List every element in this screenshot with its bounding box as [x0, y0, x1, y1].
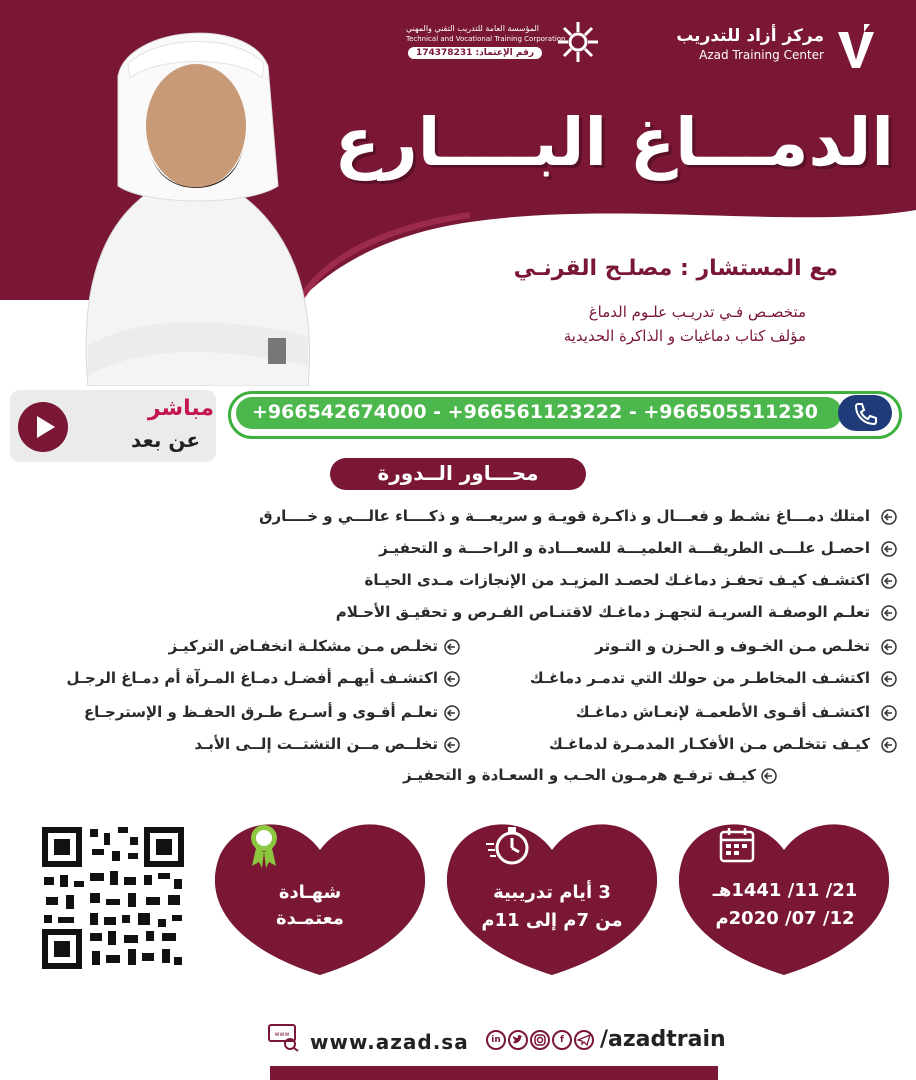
certificate-line-1: شهـادة — [278, 882, 342, 903]
brand-name-ar: مركز أزاد للتدريب — [676, 26, 824, 46]
instagram-icon[interactable] — [530, 1030, 550, 1050]
phone-icon[interactable] — [838, 395, 892, 431]
list-item: تعلـم الوصفـة السريـة لتجهـز دماغـك لاقتنـاص الفـرص و تحقيـق الأحـلام — [335, 603, 870, 621]
consultant-name: مع المستشار : مصلـح القرنـي — [513, 256, 838, 281]
tvtc-name-ar: المؤسسة العامة للتدريب التقني والمهني — [406, 24, 540, 33]
certificate-line-2: معتمـدة — [276, 908, 344, 929]
list-item: كيـف تتخلـص مـن الأفكـار المدمـرة لدماغـك — [548, 735, 870, 753]
tvtc-name-en: Technical and Vocational Training Corporation — [406, 35, 566, 43]
list-item: تخلـص مـن الخـوف و الحـزن و التـوتر — [595, 637, 870, 655]
duration-line-2: من 7م إلى 11م — [481, 910, 623, 931]
list-item: اكتشـف أيهـم أفضـل دمـاغ المـرآة أم دمـاغ الرجـل — [66, 669, 438, 687]
social-handle[interactable]: /azadtrain — [600, 1027, 726, 1052]
arrow-bullet-icon — [880, 638, 898, 656]
telegram-icon[interactable] — [574, 1030, 594, 1050]
qr-code[interactable] — [38, 823, 188, 973]
play-icon[interactable] — [18, 402, 68, 452]
web-icon — [268, 1024, 300, 1052]
brand-name-en: Azad Training Center — [699, 48, 824, 62]
arrow-bullet-icon — [443, 638, 461, 656]
arrow-bullet-icon — [880, 508, 898, 526]
date-hijri: 21/ 11/ 1441هـ — [712, 880, 858, 901]
list-item: اكتشـف المخاطـر من حولك التي تدمـر دماغـك — [529, 669, 870, 687]
course-title: الدمـــاغ البــــارع — [334, 104, 894, 181]
list-item: تعلـم أقـوى و أسـرع طـرق الحفـظ و الإسترجـاع — [83, 703, 438, 721]
arrow-bullet-icon — [443, 670, 461, 688]
arrow-bullet-icon — [880, 736, 898, 754]
svg-text:www: www — [274, 1031, 290, 1038]
specialty-line-2: مؤلف كتاب دماغيات و الذاكرة الحديدية — [563, 327, 806, 345]
arrow-bullet-icon — [880, 670, 898, 688]
footer-bar — [270, 1066, 718, 1080]
list-item: احصـل علـــى الطريقـــة العلميـــة للسعـــادة و الراحـــة و التحفيـز — [379, 539, 870, 557]
twitter-icon[interactable] — [508, 1030, 528, 1050]
arrow-bullet-icon — [443, 704, 461, 722]
arrow-bullet-icon — [880, 604, 898, 622]
website-url[interactable]: www.azad.sa — [310, 1030, 469, 1054]
list-item: امتلك دمـــاغ نشـط و فعـــال و ذاكـرة قويـة و سريعـــة و ذكــــاء عالـــي و خــــارق — [259, 507, 870, 525]
consultant-photo — [48, 16, 338, 386]
arrow-bullet-icon — [880, 572, 898, 590]
date-gregorian: 12/ 07/ 2020م — [715, 908, 855, 929]
phone-numbers[interactable]: +966542674000 - +966561123222 - +966505511230 — [252, 401, 818, 423]
duration-line-1: 3 أيام تدريبية — [493, 882, 611, 903]
azad-logo-icon — [834, 22, 878, 70]
live-label: مباشر — [147, 396, 214, 421]
accreditation-number: رقم الإعتماد: 174378231 — [408, 47, 542, 59]
calendar-icon — [718, 826, 756, 864]
arrow-bullet-icon — [443, 736, 461, 754]
list-item: اكتشـف كيـف تحفـز دماغـك لحصـد المزيـد من الإنجازات مـدى الحيـاة — [364, 571, 870, 589]
facebook-icon[interactable]: f — [552, 1030, 572, 1050]
list-item: اكتشـف أقـوى الأطعمـة لإنعـاش دماغـك — [575, 703, 870, 721]
linkedin-icon[interactable]: in — [486, 1030, 506, 1050]
axes-title: محـــاور الــدورة — [377, 461, 539, 485]
remote-label: عن بعد — [131, 428, 200, 452]
arrow-bullet-icon — [880, 540, 898, 558]
arrow-bullet-icon — [760, 767, 778, 785]
list-item: كيـف ترفـع هرمـون الحـب و السعـادة و التحفيـز — [402, 766, 756, 784]
certificate-icon — [246, 822, 282, 868]
list-item: تخلـص مـن مشكلـة انخفـاض التركيـز — [168, 637, 438, 655]
list-item: تخلــص مــن التشتــت إلــى الأبـد — [194, 735, 438, 753]
arrow-bullet-icon — [880, 704, 898, 722]
stopwatch-icon — [484, 824, 532, 868]
specialty-line-1: متخصـص فـي تدريـب علـوم الدماغ — [588, 303, 806, 321]
